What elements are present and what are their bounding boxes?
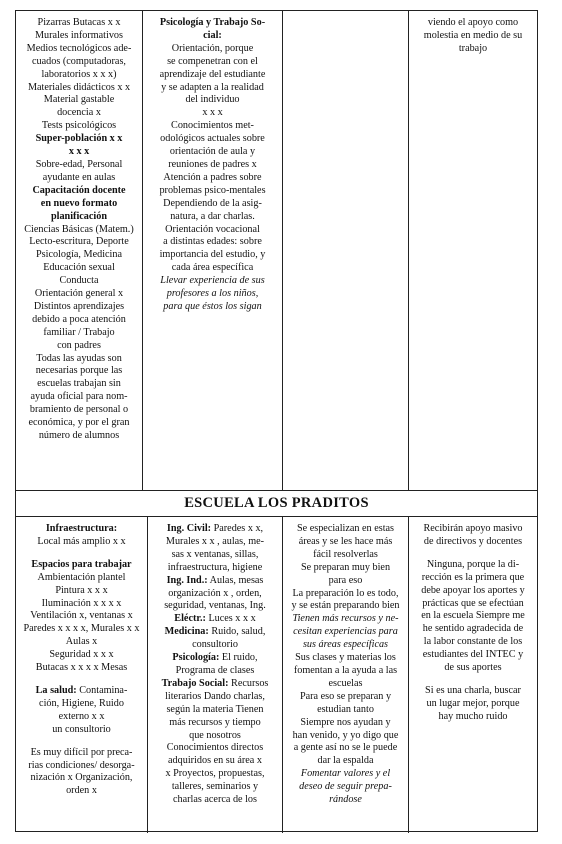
cell-paragraph	[286, 523, 405, 613]
cell-paragraph	[19, 120, 139, 133]
cell-text: Psicología y Trabajo So- cial:	[159, 17, 266, 41]
cell-paragraph	[146, 275, 279, 314]
cell-paragraph	[19, 523, 144, 536]
cell-text: Ninguna, porque la di- rección es la primera que debe apoyar los aportes y prácticas que se efectúan en la escuela Siempre me he sentido agradecida de la labor constante de los estudiantes del INTEC y de sus aportes	[421, 558, 525, 674]
top-cell-1	[16, 17, 142, 487]
cell-text: Llevar experiencia de sus profesores a los niños, para que éstos los sigan	[160, 275, 265, 312]
cell-paragraph	[286, 613, 405, 652]
spacer	[19, 549, 144, 559]
cell-text: Ciencias Básicas (Matem.) Lecto-escritura, Deporte Psicología, Medicina Educación sexual Conducta Orientación general x Distintos aprendizajes debido a poca atención familiar / Trabajo con padres Todas las ayudas son necesarias porque las escuelas trabajan sin ayuda oficial para nom- bramiento de personal o económica, y por el gran número de alumnos	[24, 223, 134, 441]
cell-paragraph	[151, 626, 279, 652]
cell-text: Ing. Civil:	[166, 523, 212, 534]
cell-paragraph	[151, 613, 279, 626]
cell-paragraph	[19, 572, 144, 675]
cell-text: Medios tecnológicos ade- cuados (computadoras, laboratorios x x x)	[26, 42, 132, 80]
cell-paragraph	[19, 159, 139, 185]
cell-paragraph	[151, 652, 279, 678]
cell-text: Local más amplio x x	[37, 535, 126, 547]
bottom-cell-2	[148, 523, 282, 831]
cell-paragraph	[151, 678, 279, 807]
cell-text-continued: Contamina- ción, Higiene, Ruido externo x x un consultorio	[39, 684, 128, 735]
cell-paragraph	[412, 17, 534, 56]
cell-text: viendo el apoyo como molestia en medio de su trabajo	[423, 17, 523, 54]
cell-text: Sus clases y materias los fomentan a la ayuda a las escuelas Para eso se preparan y estudian tanto Siempre nos ayudan y han venido, y yo digo que a gente así no se le puede dar la espalda	[292, 652, 399, 767]
cell-text: Orientación, porque se compenetran con el aprendizaje del estudiante y se adapten a la realidad del individuo x x x Conocimientos met- odológicos actuales sobre orientación de aula y reuniones de padres x Atención a padres sobre problemas psico-mentales Dependiendo de la asig- natura, a dar charlas. Orientación vocacional a distintas edades: sobre importancia del estudio, y cada área específica	[159, 42, 266, 274]
cell-text: Si es una charla, buscar un lugar mejor, porque hay mucho ruido	[425, 684, 521, 722]
cell-paragraph	[19, 133, 139, 159]
cell-text: Es muy difícil por preca- rias condiciones/ desorga- nización x Organización, orden x	[28, 746, 135, 797]
cell-paragraph	[286, 768, 405, 807]
cell-paragraph	[146, 43, 279, 275]
cell-paragraph	[412, 523, 534, 549]
cell-text: Recibirán apoyo masivo de directivos y docentes	[423, 523, 523, 547]
cell-paragraph	[19, 185, 139, 224]
cell-text: Medicina:	[164, 626, 209, 638]
top-cell-3	[283, 17, 408, 487]
cell-text: Murales informativos	[35, 29, 123, 41]
cell-text: Se especializan en estas áreas y se les hace más fácil resolverlas Se preparan muy bien para eso La preparación lo es todo, y se están preparando bien	[291, 523, 400, 612]
cell-paragraph	[19, 224, 139, 443]
cell-text: Tests psicológicos	[41, 120, 117, 132]
cell-paragraph	[286, 652, 405, 768]
spacer	[412, 549, 534, 559]
cell-text: Eléctr.:	[174, 613, 206, 625]
cell-paragraph	[19, 82, 139, 95]
top-cell-4	[409, 17, 537, 487]
cell-text: Trabajo Social:	[161, 677, 229, 689]
cell-paragraph	[19, 94, 139, 120]
section-title: ESCUELA LOS PRADITOS	[184, 495, 369, 511]
cell-paragraph	[19, 536, 144, 549]
cell-text: Tienen más recursos y ne- cesitan experiencias para sus áreas específicas	[292, 613, 399, 651]
spacer	[19, 675, 144, 685]
bottom-cell-1	[16, 523, 147, 831]
cell-text: Ing. Ind.:	[166, 574, 208, 586]
cell-paragraph	[412, 685, 534, 724]
cell-paragraph	[19, 30, 139, 43]
data-table	[15, 10, 538, 832]
cell-text: Sobre-edad, Personal ayudante en aulas	[35, 158, 123, 183]
cell-text-continued: Aulas, mesas organización x , orden, seguridad, ventanas, Ing.	[164, 574, 266, 612]
cell-paragraph	[146, 17, 279, 43]
cell-text: Super-población x x x x x	[35, 133, 123, 158]
cell-text: Fomentar valores y el deseo de seguir prepa- rándose	[299, 768, 392, 806]
cell-paragraph	[19, 43, 139, 82]
cell-text: Psicología:	[172, 652, 220, 664]
cell-paragraph	[151, 575, 279, 614]
cell-paragraph	[19, 747, 144, 799]
bottom-cell-3	[283, 523, 408, 831]
cell-text: Espacios para trabajar	[31, 558, 132, 570]
bottom-cell-4	[409, 523, 537, 831]
cell-paragraph	[19, 17, 139, 30]
cell-paragraph	[19, 559, 144, 572]
cell-text: Infraestructura:	[45, 523, 118, 534]
cell-text-continued: El ruido, Programa de clases	[175, 652, 258, 676]
cell-text: Capacitación docente en nuevo formato planificación	[32, 184, 126, 222]
cell-text: La salud:	[35, 684, 77, 696]
cell-text-continued: Recursos literarios Dando charlas, según la materia Tienen más recursos y tiempo que nosotros Conocimientos directos adquiridos en su área x x Proyectos, propuestas, talleres, seminarios y charlas acerca de los	[165, 677, 269, 806]
cell-text-continued: Ruido, salud, consultorio	[192, 626, 266, 651]
spacer	[19, 737, 144, 747]
cell-paragraph	[19, 685, 144, 737]
cell-text-continued: Luces x x x	[205, 613, 256, 625]
cell-text: Pizarras Butacas x x	[37, 17, 121, 28]
cell-text: Material gastable docencia x	[43, 94, 115, 119]
cell-paragraph	[151, 523, 279, 575]
cell-text-continued: Paredes x x, Murales x x , aulas, me- sas x ventanas, sillas, infraestructura, higiene	[165, 523, 265, 573]
cell-text: Ambientación plantel Pintura x x x Iluminación x x x x Ventilación x, ventanas x Paredes x x x x, Murales x x Aulas x Seguridad x x x Butacas x x x x Mesas	[23, 571, 140, 674]
top-cell-2	[143, 17, 282, 487]
spacer	[412, 675, 534, 685]
cell-text: Materiales didácticos x x	[27, 81, 131, 93]
cell-paragraph	[412, 559, 534, 675]
